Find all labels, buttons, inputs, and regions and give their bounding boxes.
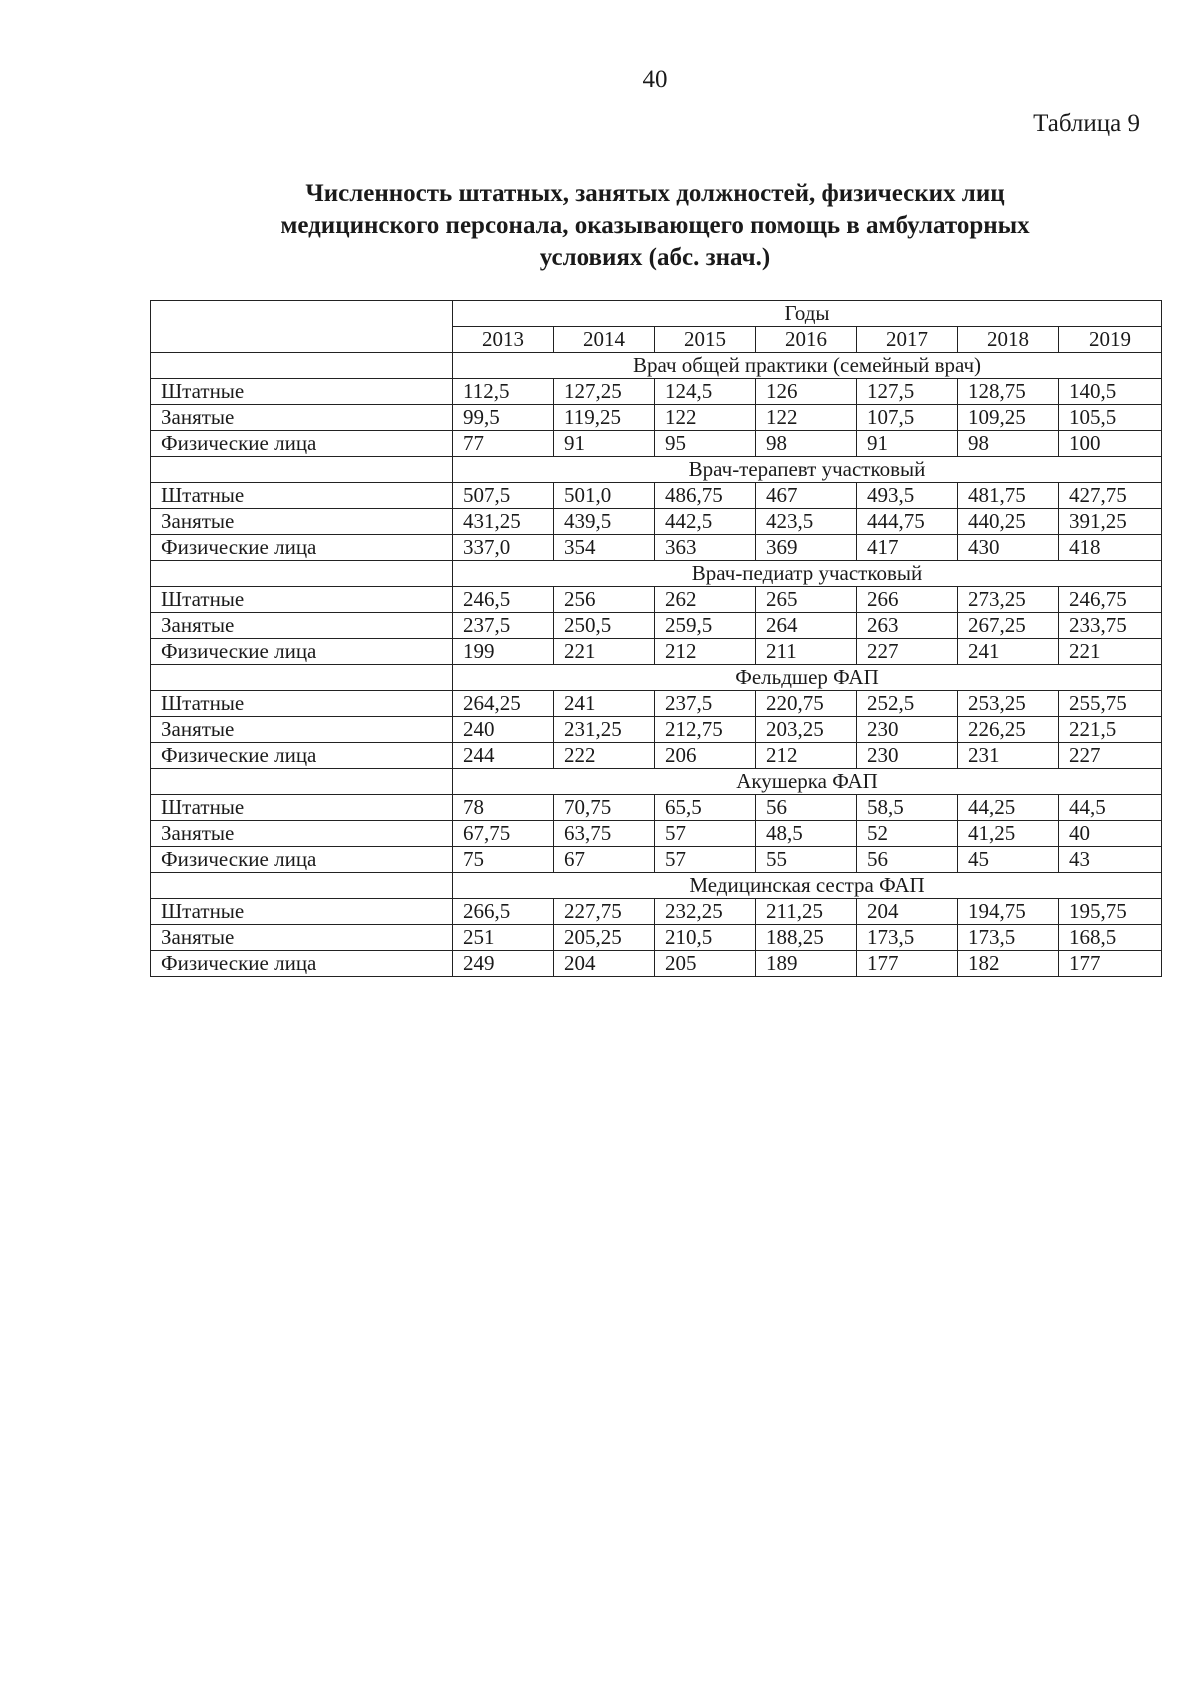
value-cell: 56: [756, 795, 857, 821]
value-cell: 230: [857, 717, 958, 743]
value-cell: 265: [756, 587, 857, 613]
value-cell: 44,25: [958, 795, 1059, 821]
value-cell: 210,5: [655, 925, 756, 951]
year-header-cell: 2014: [554, 327, 655, 353]
table-row: [151, 379, 1162, 405]
value-cell: 56: [857, 847, 958, 873]
group-header-row: [151, 769, 1162, 795]
value-cell: 182: [958, 951, 1059, 977]
value-cell: 263: [857, 613, 958, 639]
group-header-row: [151, 873, 1162, 899]
row-label: Физические лица: [151, 847, 453, 873]
value-cell: 212: [756, 743, 857, 769]
value-cell: 205,25: [554, 925, 655, 951]
value-cell: 177: [857, 951, 958, 977]
value-cell: 55: [756, 847, 857, 873]
value-cell: 221: [554, 639, 655, 665]
value-cell: 230: [857, 743, 958, 769]
row-label: Занятые: [151, 509, 453, 535]
value-cell: 418: [1059, 535, 1162, 561]
group-title: Врач общей практики (семейный врач): [453, 353, 1162, 379]
value-cell: 194,75: [958, 899, 1059, 925]
table-row: [151, 899, 1162, 925]
value-cell: 41,25: [958, 821, 1059, 847]
value-cell: 253,25: [958, 691, 1059, 717]
group-label-blank-cell: [151, 457, 453, 483]
row-label: Занятые: [151, 717, 453, 743]
value-cell: 259,5: [655, 613, 756, 639]
value-cell: 363: [655, 535, 756, 561]
value-cell: 337,0: [453, 535, 554, 561]
value-cell: 98: [756, 431, 857, 457]
value-cell: 75: [453, 847, 554, 873]
value-cell: 109,25: [958, 405, 1059, 431]
value-cell: 231,25: [554, 717, 655, 743]
value-cell: 501,0: [554, 483, 655, 509]
group-header-row: [151, 353, 1162, 379]
value-cell: 63,75: [554, 821, 655, 847]
value-cell: 70,75: [554, 795, 655, 821]
value-cell: 417: [857, 535, 958, 561]
group-title: Акушерка ФАП: [453, 769, 1162, 795]
value-cell: 237,5: [453, 613, 554, 639]
value-cell: 440,25: [958, 509, 1059, 535]
value-cell: 122: [756, 405, 857, 431]
row-label: Физические лица: [151, 639, 453, 665]
row-label: Занятые: [151, 925, 453, 951]
table-row: [151, 847, 1162, 873]
row-label: Штатные: [151, 483, 453, 509]
value-cell: 256: [554, 587, 655, 613]
staffing-table: [150, 300, 1162, 977]
value-cell: 112,5: [453, 379, 554, 405]
value-cell: 250,5: [554, 613, 655, 639]
value-cell: 244: [453, 743, 554, 769]
table-label: Таблица 9: [1033, 110, 1140, 137]
table-row: [151, 743, 1162, 769]
value-cell: 427,75: [1059, 483, 1162, 509]
table-row: [151, 483, 1162, 509]
table-row: [151, 535, 1162, 561]
value-cell: 195,75: [1059, 899, 1162, 925]
table-row: [151, 925, 1162, 951]
group-header-row: [151, 561, 1162, 587]
value-cell: 493,5: [857, 483, 958, 509]
value-cell: 188,25: [756, 925, 857, 951]
row-label: Штатные: [151, 795, 453, 821]
year-header-cell: 2019: [1059, 327, 1162, 353]
value-cell: 232,25: [655, 899, 756, 925]
value-cell: 168,5: [1059, 925, 1162, 951]
value-cell: 40: [1059, 821, 1162, 847]
table-row: [151, 405, 1162, 431]
value-cell: 127,25: [554, 379, 655, 405]
value-cell: 57: [655, 847, 756, 873]
value-cell: 127,5: [857, 379, 958, 405]
value-cell: 91: [857, 431, 958, 457]
row-label: Занятые: [151, 405, 453, 431]
value-cell: 67,75: [453, 821, 554, 847]
row-label: Занятые: [151, 821, 453, 847]
value-cell: 391,25: [1059, 509, 1162, 535]
value-cell: 124,5: [655, 379, 756, 405]
value-cell: 226,25: [958, 717, 1059, 743]
group-label-blank-cell: [151, 561, 453, 587]
value-cell: 122: [655, 405, 756, 431]
value-cell: 251: [453, 925, 554, 951]
value-cell: 444,75: [857, 509, 958, 535]
value-cell: 233,75: [1059, 613, 1162, 639]
year-header-cell: 2013: [453, 327, 554, 353]
value-cell: 423,5: [756, 509, 857, 535]
table-row: [151, 691, 1162, 717]
value-cell: 95: [655, 431, 756, 457]
group-header-row: [151, 457, 1162, 483]
value-cell: 264,25: [453, 691, 554, 717]
title-line: условиях (абс. знач.): [539, 244, 771, 271]
value-cell: 220,75: [756, 691, 857, 717]
table-row: [151, 821, 1162, 847]
value-cell: 173,5: [958, 925, 1059, 951]
value-cell: 58,5: [857, 795, 958, 821]
value-cell: 264: [756, 613, 857, 639]
value-cell: 77: [453, 431, 554, 457]
title-line: Численность штатных, занятых должностей, физических лиц: [305, 180, 1005, 207]
row-label: Штатные: [151, 899, 453, 925]
year-header-cell: 2018: [958, 327, 1059, 353]
value-cell: 369: [756, 535, 857, 561]
group-title: Врач-терапевт участковый: [453, 457, 1162, 483]
table-row: [151, 613, 1162, 639]
value-cell: 486,75: [655, 483, 756, 509]
value-cell: 100: [1059, 431, 1162, 457]
corner-cell: [151, 301, 453, 353]
value-cell: 140,5: [1059, 379, 1162, 405]
value-cell: 246,75: [1059, 587, 1162, 613]
value-cell: 246,5: [453, 587, 554, 613]
value-cell: 43: [1059, 847, 1162, 873]
table-row: [151, 795, 1162, 821]
value-cell: 65,5: [655, 795, 756, 821]
value-cell: 203,25: [756, 717, 857, 743]
group-label-blank-cell: [151, 665, 453, 691]
value-cell: 267,25: [958, 613, 1059, 639]
value-cell: 439,5: [554, 509, 655, 535]
group-title: Медицинская сестра ФАП: [453, 873, 1162, 899]
value-cell: 237,5: [655, 691, 756, 717]
value-cell: 205: [655, 951, 756, 977]
value-cell: 266,5: [453, 899, 554, 925]
page-number: 40: [642, 66, 668, 93]
group-label-blank-cell: [151, 353, 453, 379]
table-row: [151, 509, 1162, 535]
row-label: Занятые: [151, 613, 453, 639]
table-row: [151, 587, 1162, 613]
group-title: Врач-педиатр участковый: [453, 561, 1162, 587]
year-header-cell: 2016: [756, 327, 857, 353]
value-cell: 249: [453, 951, 554, 977]
row-label: Штатные: [151, 379, 453, 405]
row-label: Штатные: [151, 691, 453, 717]
group-label-blank-cell: [151, 769, 453, 795]
value-cell: 507,5: [453, 483, 554, 509]
value-cell: 262: [655, 587, 756, 613]
table-row: [151, 717, 1162, 743]
value-cell: 206: [655, 743, 756, 769]
value-cell: 431,25: [453, 509, 554, 535]
group-title: Фельдшер ФАП: [453, 665, 1162, 691]
group-header-row: [151, 665, 1162, 691]
value-cell: 430: [958, 535, 1059, 561]
row-label: Штатные: [151, 587, 453, 613]
value-cell: 98: [958, 431, 1059, 457]
value-cell: 173,5: [857, 925, 958, 951]
value-cell: 177: [1059, 951, 1162, 977]
value-cell: 199: [453, 639, 554, 665]
table-row: [151, 639, 1162, 665]
value-cell: 44,5: [1059, 795, 1162, 821]
value-cell: 240: [453, 717, 554, 743]
value-cell: 67: [554, 847, 655, 873]
value-cell: 241: [554, 691, 655, 717]
value-cell: 212: [655, 639, 756, 665]
value-cell: 212,75: [655, 717, 756, 743]
value-cell: 99,5: [453, 405, 554, 431]
value-cell: 227,75: [554, 899, 655, 925]
year-header-cell: 2015: [655, 327, 756, 353]
value-cell: 119,25: [554, 405, 655, 431]
value-cell: 126: [756, 379, 857, 405]
value-cell: 189: [756, 951, 857, 977]
value-cell: 231: [958, 743, 1059, 769]
value-cell: 204: [857, 899, 958, 925]
table-header-row: [151, 301, 1162, 327]
table-body: [151, 353, 1162, 977]
value-cell: 266: [857, 587, 958, 613]
table-row: [151, 951, 1162, 977]
value-cell: 227: [857, 639, 958, 665]
value-cell: 467: [756, 483, 857, 509]
row-label: Физические лица: [151, 951, 453, 977]
value-cell: 52: [857, 821, 958, 847]
value-cell: 48,5: [756, 821, 857, 847]
value-cell: 354: [554, 535, 655, 561]
value-cell: 273,25: [958, 587, 1059, 613]
document-title: [150, 178, 1160, 274]
title-line: медицинского персонала, оказывающего помощь в амбулаторных: [280, 212, 1030, 239]
value-cell: 221,5: [1059, 717, 1162, 743]
value-cell: 204: [554, 951, 655, 977]
row-label: Физические лица: [151, 535, 453, 561]
value-cell: 255,75: [1059, 691, 1162, 717]
value-cell: 252,5: [857, 691, 958, 717]
value-cell: 128,75: [958, 379, 1059, 405]
group-label-blank-cell: [151, 873, 453, 899]
value-cell: 222: [554, 743, 655, 769]
value-cell: 481,75: [958, 483, 1059, 509]
value-cell: 91: [554, 431, 655, 457]
value-cell: 57: [655, 821, 756, 847]
value-cell: 221: [1059, 639, 1162, 665]
value-cell: 442,5: [655, 509, 756, 535]
row-label: Физические лица: [151, 743, 453, 769]
year-header-cell: 2017: [857, 327, 958, 353]
value-cell: 211: [756, 639, 857, 665]
value-cell: 211,25: [756, 899, 857, 925]
value-cell: 227: [1059, 743, 1162, 769]
value-cell: 105,5: [1059, 405, 1162, 431]
value-cell: 78: [453, 795, 554, 821]
years-header: Годы: [453, 301, 1162, 327]
value-cell: 45: [958, 847, 1059, 873]
value-cell: 241: [958, 639, 1059, 665]
row-label: Физические лица: [151, 431, 453, 457]
value-cell: 107,5: [857, 405, 958, 431]
table-row: [151, 431, 1162, 457]
